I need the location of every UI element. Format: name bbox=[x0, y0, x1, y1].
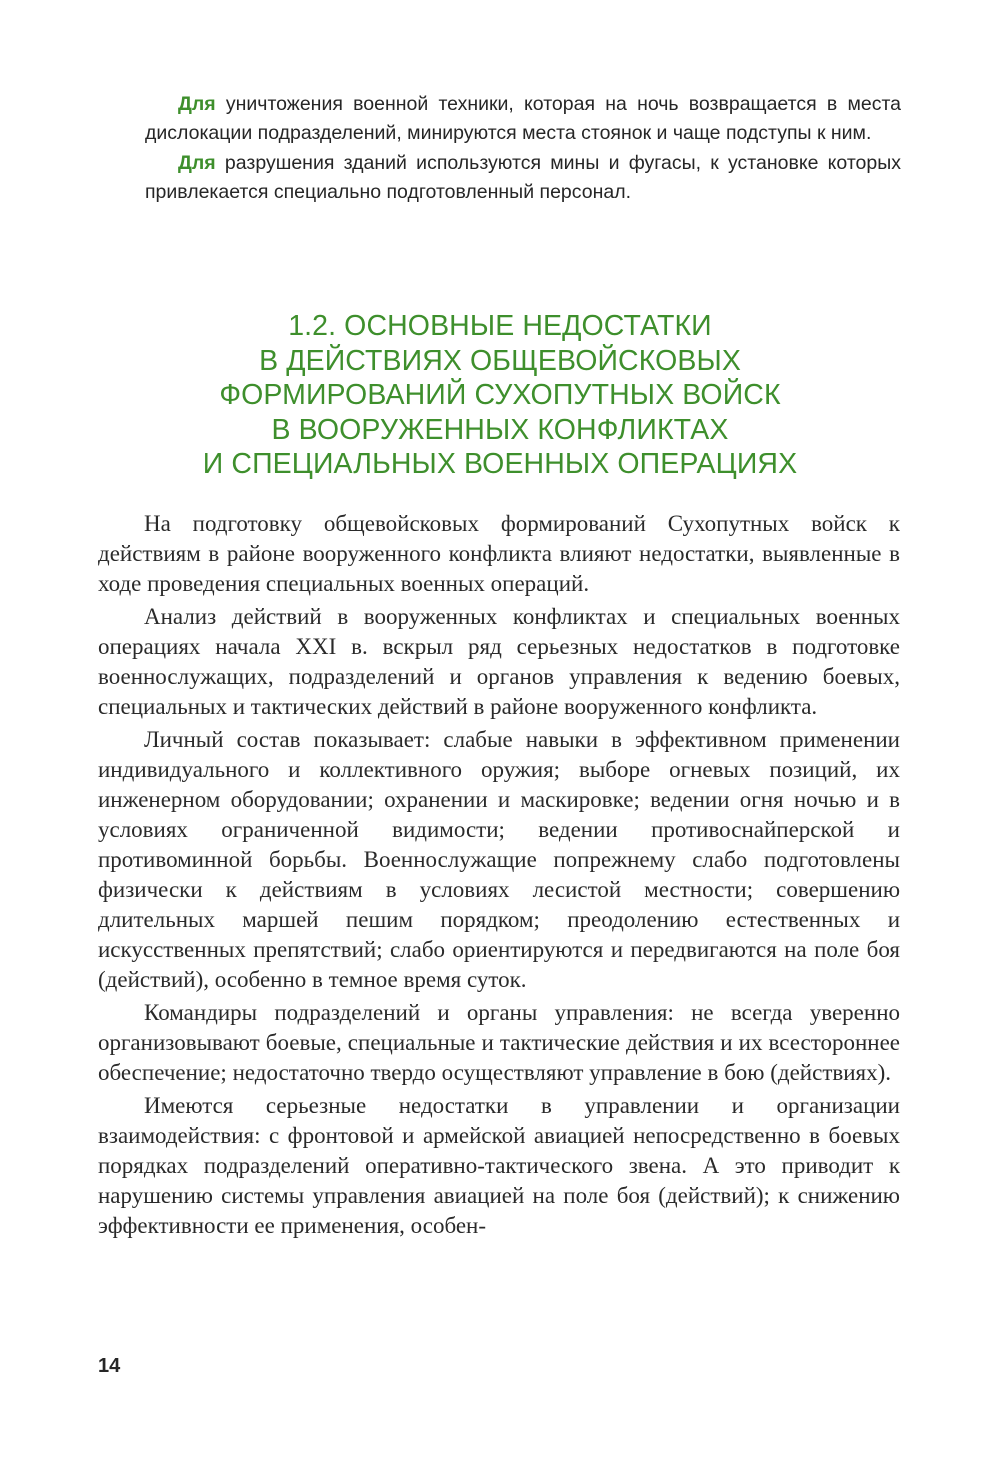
body-paragraph: Личный состав показывает: слабые навыки в эффективном применении индивидуального и коллективного оружия; выборе огневых позиций, их инженерном оборудовании; охранении и маскировке; ведении огня ночью и в условиях ограниченной видимости; ведении противоснайперской и противоминной борьбы. Военнослужащие попрежнему слабо подготовлены физически к действиям в условиях лесистой местности; совершению длительных маршей пешим порядком; преодолению естественных и искусственных препятствий; слабо ориентируются и передвигаются на поле боя (действий), особенно в темное время суток. bbox=[98, 727, 900, 992]
heading-line: И СПЕЦИАЛЬНЫХ ВОЕННЫХ ОПЕРАЦИЯХ bbox=[202, 448, 798, 480]
body-paragraph: Имеются серьезные недостатки в управлении и организации взаимодействия: с фронтовой и армейской авиацией непосредственно в боевых порядках подразделений оперативно-тактического звена. А это приводит к нарушению системы управления авиацией на поле боя (действий); к снижению эффективности ее применения, особен- bbox=[98, 1093, 900, 1238]
paragraph-lead-word: Для bbox=[178, 152, 216, 174]
paragraph-text: разрушения зданий используются мины и фугасы, к установке которых привлекается специально подготовленный персонал. bbox=[145, 152, 901, 203]
section-body bbox=[98, 509, 900, 1244]
section-heading bbox=[100, 309, 900, 482]
heading-line: В ВООРУЖЕННЫХ КОНФЛИКТАХ bbox=[271, 413, 729, 446]
body-paragraph: На подготовку общевойсковых формирований Сухопутных войск к действиям в районе вооруженного конфликта влияют недостатки, выявленные в ходе проведения специальных военных операций. bbox=[98, 511, 900, 596]
paragraph-lead-word: Для bbox=[178, 93, 216, 115]
paragraph-text: уничтожения военной техники, которая на ночь возвращается в места дислокации подразделений, минируются места стоянок и чаще подступы к ним. bbox=[145, 93, 901, 144]
heading-line: ФОРМИРОВАНИЙ СУХОПУТНЫХ ВОЙСК bbox=[219, 379, 781, 411]
intro-block bbox=[145, 90, 901, 208]
body-paragraph: Командиры подразделений и органы управления: не всегда уверенно организовывают боевые, специальные и тактические действия и их всестороннее обеспечение; недостаточно твердо осуществляют управление в бою (действиях). bbox=[98, 1000, 900, 1085]
page-number: 14 bbox=[98, 1355, 121, 1377]
intro-paragraph bbox=[145, 149, 901, 206]
heading-line: В ДЕЙСТВИЯХ ОБЩЕВОЙСКОВЫХ bbox=[259, 344, 741, 377]
body-paragraph: Анализ действий в вооруженных конфликтах и специальных военных операциях начала XXI в. вскрыл ряд серьезных недостатков в подготовке военнослужащих, подразделений и органов управления к ведению боевых, специальных и тактических действий в районе вооруженного конфликта. bbox=[98, 604, 900, 719]
heading-line: 1.2. ОСНОВНЫЕ НЕДОСТАТКИ bbox=[288, 310, 712, 342]
intro-paragraph bbox=[145, 90, 901, 147]
